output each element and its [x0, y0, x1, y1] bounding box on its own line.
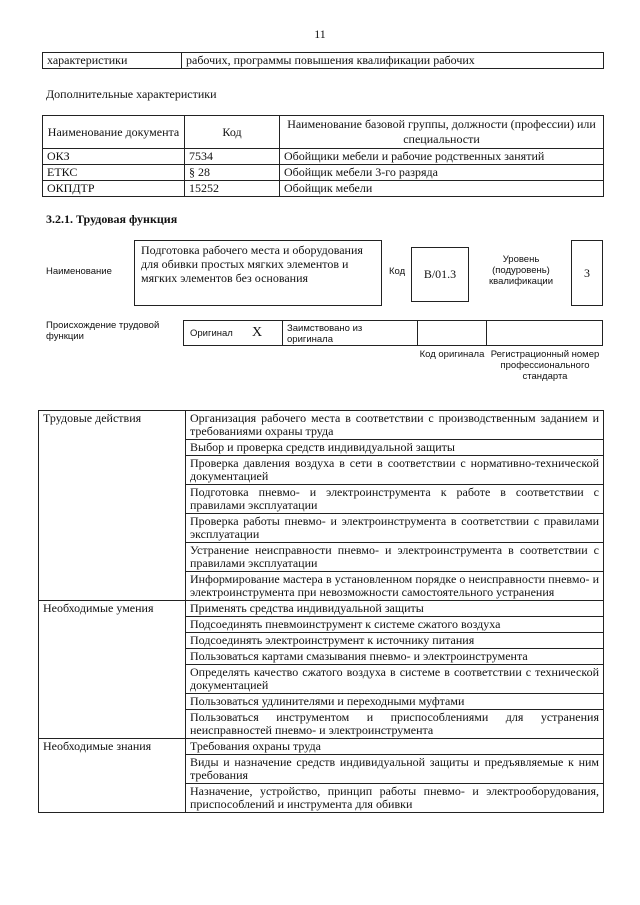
column-header: Наименование документа — [43, 116, 185, 149]
table-cell: Проверка работы пневмо- и электроинструмента в соответствии с правилами эксплуатации — [186, 514, 604, 543]
table-cell: Пользоваться инструментом и приспособлениями для устранения неисправностей пневмо- и электроинструмента — [186, 710, 604, 739]
table-row — [43, 181, 604, 197]
table-row — [43, 165, 604, 181]
table-cell: Виды и назначение средств индивидуальной защиты и предъявляемые к ним требования — [186, 755, 604, 784]
name-label: Наименование — [46, 266, 112, 277]
table-cell: Обойщики мебели и рабочие родственных занятий — [280, 149, 604, 165]
origin-label: Происхождение трудовой функции — [46, 320, 160, 342]
table-cell: Обойщик мебели 3-го разряда — [280, 165, 604, 181]
category-cell: Трудовые действия — [39, 411, 186, 601]
table-row — [43, 149, 604, 165]
function-code-box: B/01.3 — [411, 247, 469, 302]
borrowed-cell — [282, 320, 418, 346]
table-cell: § 28 — [185, 165, 280, 181]
registration-number-cell — [486, 320, 603, 346]
column-header: Наименование базовой группы, должности (профессии) или специальности — [280, 116, 604, 149]
table-cell: Назначение, устройство, принцип работы пневмо- и электрооборудования, приспособлений и инструмента для обивки — [186, 784, 604, 813]
table-cell: Подсоединять электроинструмент к источнику питания — [186, 633, 604, 649]
table-row — [39, 739, 604, 755]
function-name-box: Подготовка рабочего места и оборудования для обивки простых мягких элементов и мягких элементов без основания — [134, 240, 382, 306]
table-cell: Обойщик мебели — [280, 181, 604, 197]
borrowed-label: Заимствовано из оригинала — [287, 323, 363, 345]
table-cell: Организация рабочего места в соответствии с производственным заданием и требованиями охраны труда — [186, 411, 604, 440]
code-label: Код — [389, 266, 406, 277]
page-number: 11 — [314, 27, 326, 41]
table-cell: рабочих, программы повышения квалификации рабочих — [182, 53, 604, 69]
table-cell: Устранение неисправности пневмо- и электроинструмента в соответствии с правилами эксплуатации — [186, 543, 604, 572]
table-cell: Определять качество сжатого воздуха в системе в соответствии с технической документацией — [186, 665, 604, 694]
table-cell: ОКЗ — [43, 149, 185, 165]
table-cell: ОКПДТР — [43, 181, 185, 197]
additional-characteristics-title: Дополнительные характеристики — [46, 87, 217, 101]
labor-function-table — [38, 410, 604, 813]
origin-row — [183, 320, 603, 346]
category-cell: Необходимые умения — [39, 601, 186, 739]
section-title: 3.2.1. Трудовая функция — [46, 212, 178, 226]
qualification-level-box: 3 — [571, 240, 603, 306]
table-cell: Подготовка пневмо- и электроинструмента к работе в соответствии с правилами эксплуатации — [186, 485, 604, 514]
table-header-row — [43, 116, 604, 149]
table-cell: 7534 — [185, 149, 280, 165]
original-cell — [183, 320, 283, 346]
table-row — [39, 601, 604, 617]
table-cell: Проверка давления воздуха в сети в соответствии с нормативно-технической документацией — [186, 456, 604, 485]
original-code-caption: Код оригинала — [419, 349, 485, 360]
original-code-cell — [417, 320, 487, 346]
category-cell: Необходимые знания — [39, 739, 186, 813]
table-cell: Применять средства индивидуальной защиты — [186, 601, 604, 617]
table-cell: Подсоединять пневмоинструмент к системе сжатого воздуха — [186, 617, 604, 633]
table-cell: Требования охраны труда — [186, 739, 604, 755]
table-cell: Пользоваться картами смазывания пневмо- и электроинструмента — [186, 649, 604, 665]
registration-number-caption: Регистрационный номер профессионального стандарта — [490, 349, 600, 382]
column-header: Код — [185, 116, 280, 149]
original-mark: X — [252, 325, 263, 340]
table-cell: Информирование мастера в установленном порядке о неисправности пневмо- и электроинструмента при невозможности самостоятельного устранения — [186, 572, 604, 601]
table-cell: 15252 — [185, 181, 280, 197]
continuation-table — [42, 52, 604, 69]
original-label: Оригинал — [190, 328, 233, 339]
table-cell: ЕТКС — [43, 165, 185, 181]
table-row — [43, 53, 604, 69]
table-cell: Пользоваться удлинителями и переходными муфтами — [186, 694, 604, 710]
table-row — [39, 411, 604, 440]
qualification-level-label: Уровень (подуровень) квалификации — [488, 254, 554, 287]
table-cell: Выбор и проверка средств индивидуальной защиты — [186, 440, 604, 456]
additional-characteristics-table — [42, 115, 604, 197]
table-cell: характеристики — [43, 53, 182, 69]
